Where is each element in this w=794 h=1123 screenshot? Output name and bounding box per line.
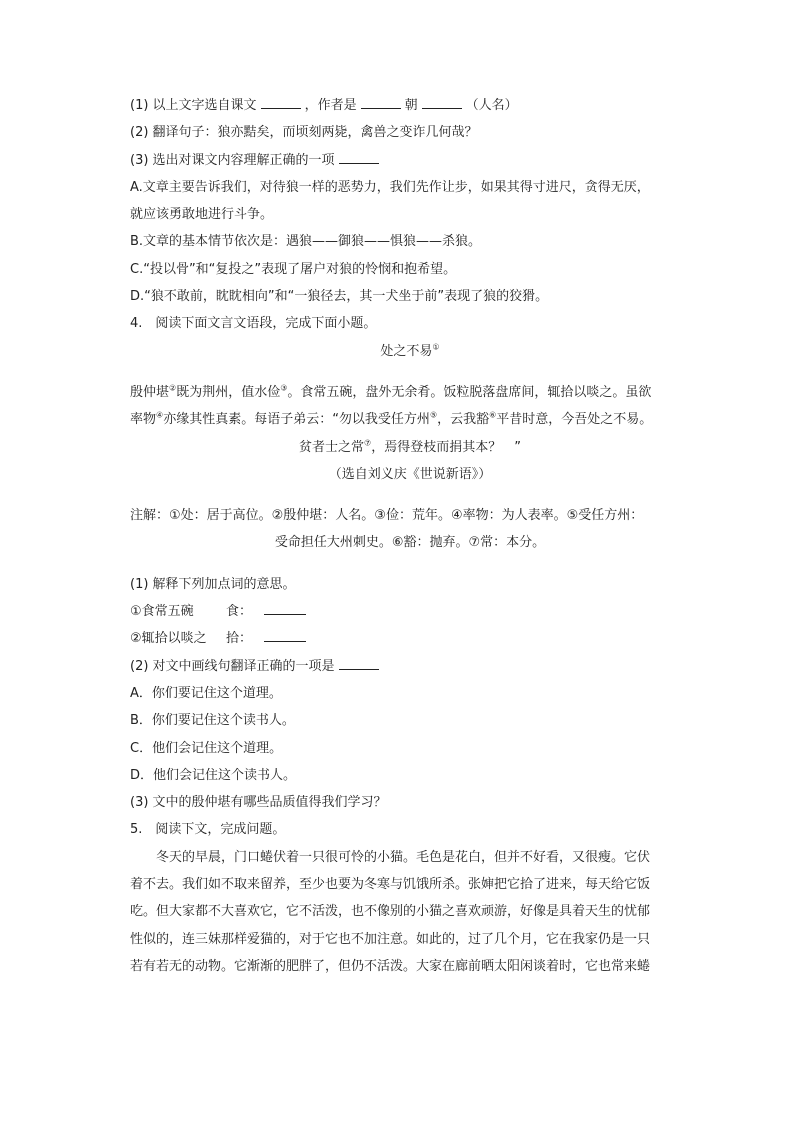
passage-text: 殷仲堪 <box>130 384 170 400</box>
passage-text: ，云我豁 <box>437 412 490 428</box>
exam-page <box>130 92 690 980</box>
q4-s3: (3) 文中的殷仲堪有哪些品质值得我们学习？ <box>130 795 387 811</box>
answer-blank-author[interactable] <box>422 96 462 109</box>
q4-s1-item1 <box>130 598 690 625</box>
q3-sub3 <box>130 147 690 174</box>
q5-intro: 5. 阅读下文，完成问题。 <box>130 822 286 838</box>
q5-passage-line2: 着不去。我们如不取来留养，至少也要为冬寒与饥饿所杀。张婶把它拾了进来，每天给它饭 <box>130 877 651 893</box>
q3-sub1 <box>130 92 690 119</box>
spacer <box>130 365 690 379</box>
vocab-phrase: ②辄拾以啖之 <box>130 631 207 647</box>
q4-s1: (1) 解释下列加点词的意思。 <box>130 576 296 592</box>
q5-passage-line5: 若有若无的动物。它渐渐的肥胖了，但仍不活泼。大家在廊前晒太阳闲谈着时，它也常来蜷 <box>130 958 651 974</box>
vocab-phrase: ①食常五碗 <box>130 604 194 620</box>
answer-blank-shi[interactable] <box>264 602 306 615</box>
passage-text: 平昔时意，今吾处之不易。 <box>496 412 653 428</box>
spacer <box>130 488 690 502</box>
q4-s2-text: (2) 对文中画线句翻译正确的一项是 <box>130 658 335 674</box>
q3-option-d: D.“狼不敢前，眈眈相向”和“一狼径去，其一犬坐于前”表现了狼的狡猾。 <box>130 289 549 305</box>
q4-notes-line2: 受命担任大州刺史。⑥豁：抛弃。⑦常：本分。 <box>274 535 546 551</box>
footnote-marker: ⑥ <box>489 410 497 420</box>
q3-option-b: B.文章的基本情节依次是：遇狼——御狼——惧狼——杀狼。 <box>130 234 482 250</box>
footnote-marker: ③ <box>280 383 288 393</box>
passage-text: 率物 <box>130 412 157 428</box>
q5-passage-line1: 冬天的早晨，门口蜷伏着一只很可怜的小猫。毛色是花白，但并不好看，又很瘦。它伏 <box>156 849 651 865</box>
q3-option-a-line2: 就应该勇敢地进行斗争。 <box>130 207 274 223</box>
q4-title-text: 处之不易 <box>380 343 433 359</box>
q4-title <box>130 338 690 365</box>
q4-notes-line1: 注解：①处：居于高位。②殷仲堪：人名。③俭：荒年。④率物：为人表率。⑤受任方州： <box>130 508 644 524</box>
q4-s2-option-c: C．他们会记住这个道理。 <box>130 740 283 756</box>
passage-text: 。食常五碗，盘外无余肴。饭粒脱落盘席间，辄拾以啖之。虽欲 <box>287 384 652 400</box>
q3-sub3-text: (3) 选出对课文内容理解正确的一项 <box>130 152 335 168</box>
passage-text: 既为荆州，值水俭 <box>176 384 281 400</box>
q5-passage-line3: 吃。但大家都不大喜欢它，它不活泼，也不像别的小猫之喜欢顽游，好像是具着天生的忧郁 <box>130 904 651 920</box>
q4-s2-option-b: B．你们要记住这个读书人。 <box>130 713 295 729</box>
q4-s2-option-a: A．你们要记住这个道理。 <box>130 685 282 701</box>
q4-s2-option-d: D．他们会记住这个读书人。 <box>130 767 297 783</box>
q4-intro: 4. 阅读下面文言文语段，完成下面小题。 <box>130 316 377 332</box>
q4-passage-line1 <box>130 379 690 406</box>
q3-sub1-mid2: 朝 <box>404 98 418 113</box>
answer-blank-translation[interactable] <box>339 657 379 670</box>
answer-blank-shi2[interactable] <box>264 629 306 642</box>
q3-option-c: C.“投以骨”和“复投之”表现了屠户对狼的怜悯和抱希望。 <box>130 261 457 277</box>
q3-option-a-line1: A.文章主要告诉我们，对待狼一样的恶势力，我们先作让步，如果其得寸进尺，贪得无厌， <box>130 179 650 195</box>
answer-blank-lesson[interactable] <box>261 96 301 109</box>
vocab-word: 食： <box>226 604 253 620</box>
q3-sub1-mid1: ，作者是 <box>304 98 357 113</box>
vocab-word: 拾： <box>226 631 253 647</box>
footnote-marker: ⑦ <box>364 438 372 448</box>
footnote-marker: ④ <box>156 410 164 420</box>
answer-blank-choice[interactable] <box>339 151 379 164</box>
q5-passage-line4: 性似的，连三妹那样爱猫的，对于它也不加注意。如此的，过了几个月，它在我家仍是一只 <box>130 931 651 947</box>
answer-blank-dynasty[interactable] <box>361 96 401 109</box>
spacer <box>130 557 690 571</box>
footnote-marker: ① <box>432 342 440 352</box>
passage-text: ，焉得登枝而捐其本？ ” <box>371 439 521 455</box>
q4-passage-line3 <box>130 434 690 461</box>
footnote-marker: ② <box>169 383 177 393</box>
q4-source: （选自刘义庆《世说新语》） <box>328 466 492 482</box>
footnote-marker: ⑤ <box>429 410 438 420</box>
q4-passage-line2 <box>130 406 690 433</box>
q3-sub1-post: （人名） <box>465 98 518 113</box>
q4-s2 <box>130 653 690 680</box>
passage-text: 亦缘其性真素。每语子弟云：“勿以我受任方州 <box>163 412 430 428</box>
q3-sub1-pre: (1) 以上文字选自课文 <box>130 98 257 113</box>
q3-sub2: (2) 翻译句子：狼亦黠矣，而顷刻两毙，禽兽之变诈几何哉？ <box>130 125 478 141</box>
passage-text: 贫者士之常 <box>299 439 365 455</box>
q4-s1-item2 <box>130 625 690 652</box>
